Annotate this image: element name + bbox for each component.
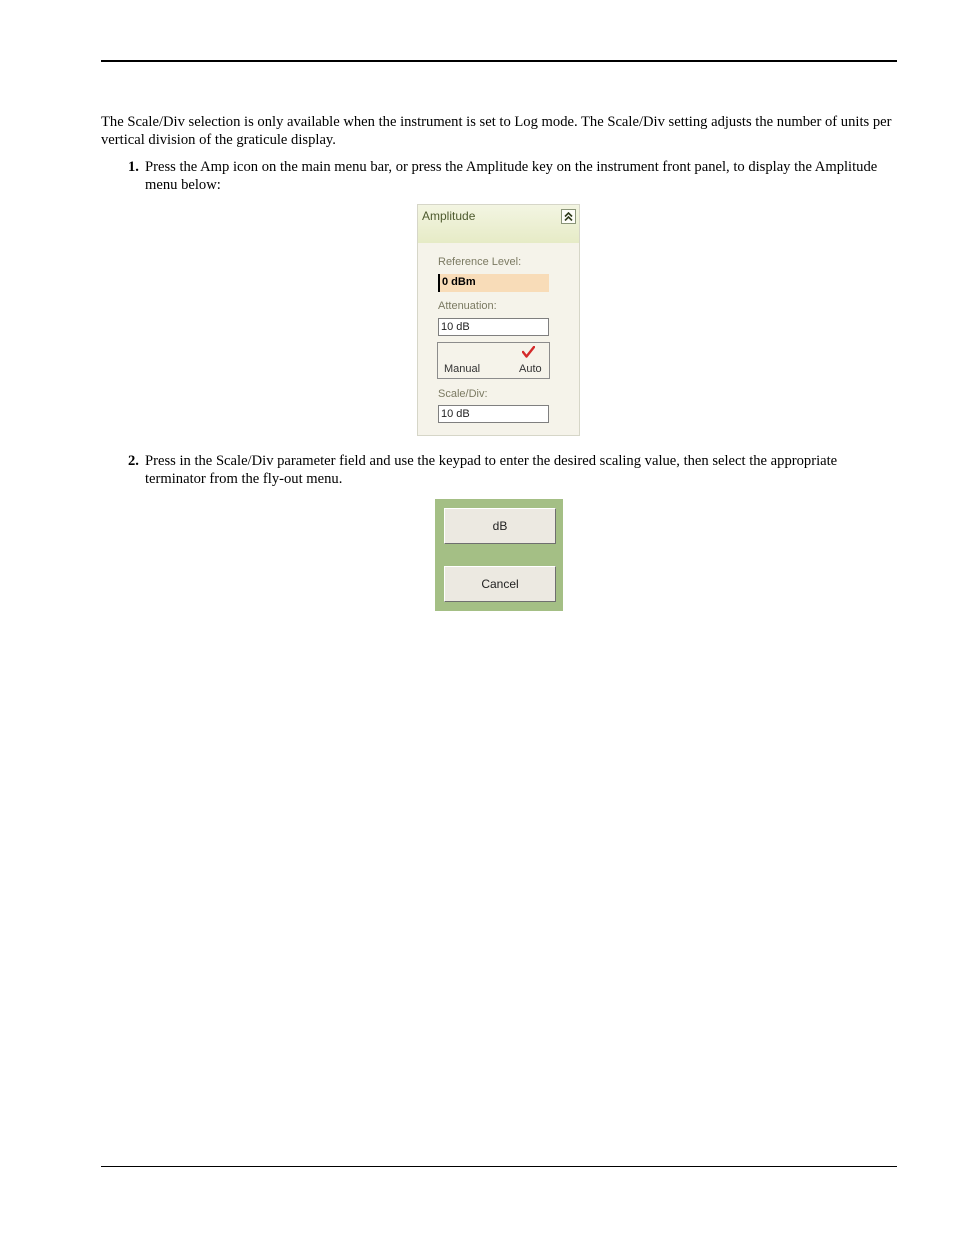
top-rule <box>101 60 897 62</box>
collapse-button[interactable] <box>561 209 576 224</box>
intro-paragraph: The Scale/Div selection is only available when the instrument is set to Log mode. The Scale/Div setting adjusts the number of units per vertical division of the graticule display. <box>101 114 892 148</box>
scale-div-label: Scale/Div: <box>438 388 488 400</box>
checkmark-icon <box>522 346 535 358</box>
terminator-flyout <box>435 499 563 611</box>
scale-div-field[interactable]: 10 dB <box>438 405 549 423</box>
amplitude-menu <box>417 204 580 436</box>
step-number: 1. <box>128 159 139 175</box>
auto-option[interactable]: Auto <box>519 363 542 375</box>
step-number: 2. <box>128 453 139 469</box>
amplitude-menu-title: Amplitude <box>422 209 476 223</box>
step-text: Press the Amp icon on the main menu bar, or press the Amplitude key on the instrument front panel, to display the Amplitude menu below: <box>145 159 878 193</box>
double-chevron-up-icon <box>564 212 573 221</box>
manual-option[interactable]: Manual <box>444 363 481 375</box>
reference-level-label: Reference Level: <box>438 256 522 268</box>
attenuation-mode-toggle[interactable] <box>437 342 550 379</box>
attenuation-label: Attenuation: <box>438 300 497 312</box>
bottom-rule <box>101 1166 897 1167</box>
attenuation-field[interactable]: 10 dB <box>438 318 549 336</box>
cancel-button[interactable]: Cancel <box>444 566 556 602</box>
amplitude-menu-header <box>418 205 579 243</box>
step-text: Press in the Scale/Div parameter field and use the keypad to enter the desired scaling value, then select the appropriate terminator from the fly-out menu. <box>145 453 838 487</box>
reference-level-field[interactable]: 0 dBm <box>438 274 549 292</box>
db-button[interactable]: dB <box>444 508 556 544</box>
